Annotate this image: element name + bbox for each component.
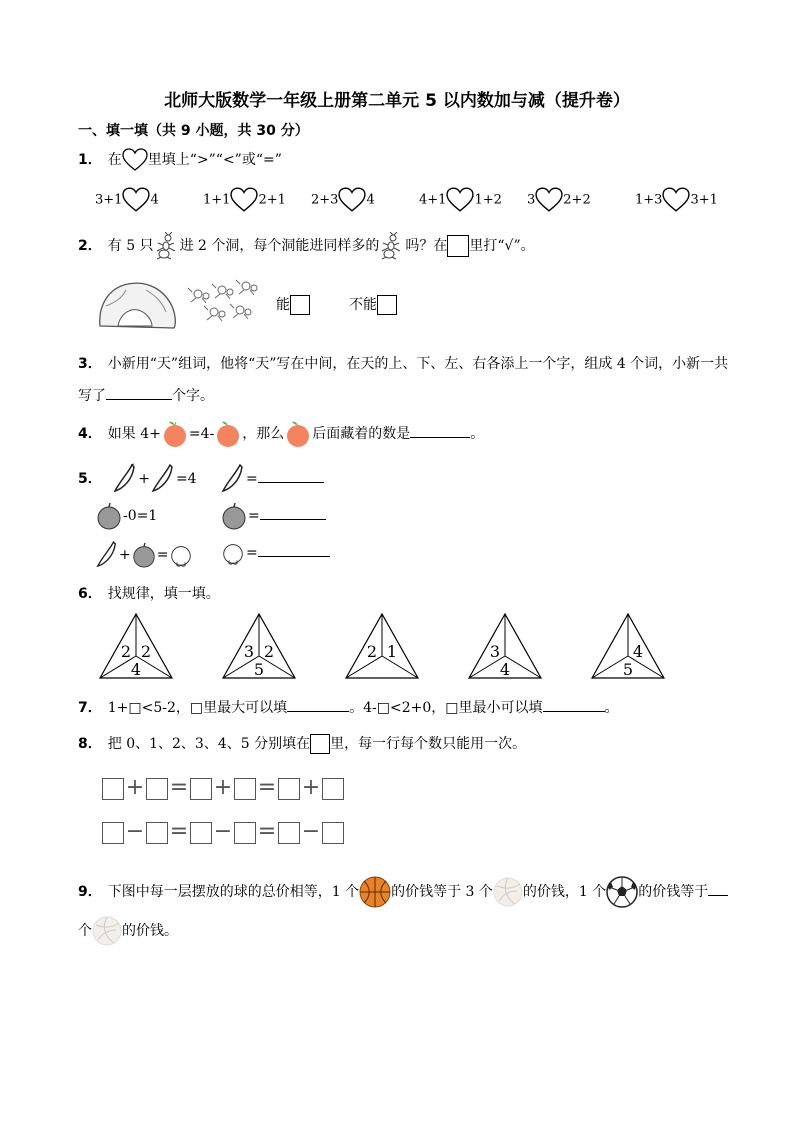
compare-left: 4+1 xyxy=(419,192,447,208)
question-4 xyxy=(78,420,484,448)
heart-answer-icon[interactable] xyxy=(230,193,258,208)
triangle-divider xyxy=(505,656,541,678)
triangle-bottom-number: 4 xyxy=(499,660,511,679)
question-5-row2 xyxy=(95,502,157,530)
question-text: 。4-□<2+0，□里最小可以填 xyxy=(349,700,543,716)
triangle-left-number: 3 xyxy=(243,642,255,661)
question-2 xyxy=(78,232,535,260)
peach-icon xyxy=(214,420,242,448)
operator-sign: = xyxy=(257,775,277,800)
banana-icon xyxy=(150,463,176,495)
apple-icon xyxy=(220,502,248,530)
question-text: 小新用“天”组词，他将“天”写在中间，在天的上、下、左、右各添上一个字，组成 4 个词，小新一共 xyxy=(107,356,729,372)
answer-blank[interactable] xyxy=(258,468,324,483)
triangle-right-number: 2 xyxy=(140,642,152,661)
number-box[interactable] xyxy=(278,822,300,844)
number-box[interactable] xyxy=(146,778,168,800)
question-text: = xyxy=(246,471,258,487)
question-text: 个字。 xyxy=(172,388,214,404)
triangle-bottom-number: 5 xyxy=(253,660,265,679)
heart-answer-icon[interactable] xyxy=(122,193,150,208)
compare-left: 3 xyxy=(527,192,536,208)
answer-blank[interactable] xyxy=(543,697,605,712)
question-number: 7． xyxy=(78,700,102,716)
operator-sign: − xyxy=(125,819,145,844)
option-yes-box[interactable] xyxy=(290,295,310,315)
compare-right: 2+2 xyxy=(563,192,591,208)
option-no-label: 不能 xyxy=(349,297,377,313)
compare-right: 2+1 xyxy=(258,192,286,208)
question-text: 的价钱等于 xyxy=(638,884,709,900)
option-no-box[interactable] xyxy=(377,295,397,315)
answer-blank[interactable] xyxy=(258,542,330,557)
question-text: 有 5 只 xyxy=(107,238,154,254)
ant-icon xyxy=(154,232,180,260)
question-6 xyxy=(78,583,220,603)
answer-blank[interactable] xyxy=(106,385,172,400)
number-triangle xyxy=(100,614,172,679)
question-9-line2 xyxy=(78,916,178,946)
operator-sign: − xyxy=(301,819,321,844)
question-text: 个 xyxy=(78,923,92,939)
question-text: = xyxy=(156,547,169,563)
question-text: = xyxy=(248,508,260,524)
question-text: 下图中每一层摆放的球的总价相等，1 个 xyxy=(107,884,360,900)
operator-sign: + xyxy=(125,775,145,800)
question-text: =4 xyxy=(175,471,197,487)
heart-answer-icon[interactable] xyxy=(446,193,474,208)
question-text: -0=1 xyxy=(123,508,158,524)
question-text: 后面藏着的数是 xyxy=(312,426,411,442)
soccer-ball-icon xyxy=(606,876,638,908)
operator-sign: = xyxy=(169,775,189,800)
triangle-pattern xyxy=(90,612,690,682)
triangle-bottom-number: 5 xyxy=(622,660,634,679)
question-text: 1+□<5-2，□里最大可以填 xyxy=(107,700,288,716)
compare-item xyxy=(419,186,502,214)
question-3 xyxy=(78,353,728,373)
question-text: 写了 xyxy=(78,388,106,404)
apple-icon xyxy=(131,542,157,568)
number-box[interactable] xyxy=(146,822,168,844)
question-text: ，那么 xyxy=(242,426,285,442)
question-number: 9． xyxy=(78,884,102,900)
triangle-right-number: 2 xyxy=(263,642,275,661)
answer-blank[interactable] xyxy=(287,697,349,712)
volleyball-icon xyxy=(92,916,122,946)
number-box[interactable] xyxy=(278,778,300,800)
question-number: 6． xyxy=(78,586,102,602)
question-5-answer3 xyxy=(220,540,330,566)
question-1 xyxy=(78,148,282,172)
triangle-bottom-number: 4 xyxy=(130,660,142,679)
compare-item xyxy=(311,186,375,214)
option-no xyxy=(349,294,397,315)
compare-item xyxy=(635,186,718,214)
question-text: 的价钱。 xyxy=(122,923,178,939)
question-number: 2． xyxy=(78,238,102,254)
operator-sign: − xyxy=(213,819,233,844)
triangle-right-number: 1 xyxy=(386,642,398,661)
question-number: 5． xyxy=(78,471,102,487)
option-yes-label: 能 xyxy=(276,297,290,313)
number-box[interactable] xyxy=(190,822,212,844)
banana-icon xyxy=(220,463,246,495)
peach-icon xyxy=(161,420,189,448)
cave-and-ants-illustration xyxy=(96,276,276,332)
number-box[interactable] xyxy=(234,778,256,800)
question-number: 4． xyxy=(78,426,102,442)
page-title: 北师大版数学一年级上册第二单元 5 以内数加与减（提升卷） xyxy=(164,91,630,111)
compare-right: 3+1 xyxy=(690,192,718,208)
question-7 xyxy=(78,697,619,717)
volleyball-icon xyxy=(493,877,523,907)
compare-right: 1+2 xyxy=(474,192,502,208)
question-text: 里打“√”。 xyxy=(469,238,535,254)
heart-answer-icon[interactable] xyxy=(338,193,366,208)
question-5-answer1 xyxy=(220,463,324,495)
compare-right: 4 xyxy=(366,192,375,208)
number-box[interactable] xyxy=(102,778,124,800)
operator-sign: = xyxy=(169,819,189,844)
question-text: 把 0、1、2、3、4、5 分别填在 xyxy=(107,736,311,752)
basketball-icon xyxy=(359,876,391,908)
question-5-answer2 xyxy=(220,502,326,530)
question-number: 8． xyxy=(78,736,102,752)
question-text: 的价钱等于 3 个 xyxy=(391,884,493,900)
number-box[interactable] xyxy=(322,778,344,800)
question-text: 里，每一行每个数只能用一次。 xyxy=(330,736,527,752)
number-box[interactable] xyxy=(102,822,124,844)
compare-left: 2+3 xyxy=(311,192,339,208)
compare-item xyxy=(203,186,286,214)
banana-icon xyxy=(95,540,119,570)
compare-left: 1+3 xyxy=(635,192,663,208)
question-text: + xyxy=(138,471,150,487)
triangle-right-number: 4 xyxy=(632,642,644,661)
compare-item xyxy=(527,186,591,214)
triangle-left-number: 2 xyxy=(366,642,378,661)
answer-box[interactable] xyxy=(447,235,469,257)
answer-blank[interactable] xyxy=(708,881,728,896)
number-box[interactable] xyxy=(190,778,212,800)
question-number: 3． xyxy=(78,356,102,372)
apple-icon xyxy=(95,502,123,530)
peach-outline-icon xyxy=(220,540,246,566)
answer-blank[interactable] xyxy=(410,423,470,438)
question-text: 如果 4+ xyxy=(107,426,161,442)
heart-answer-icon[interactable] xyxy=(535,193,563,208)
question-text: 吗？在 xyxy=(405,238,448,254)
number-box[interactable] xyxy=(322,822,344,844)
compare-right: 4 xyxy=(150,192,159,208)
banana-icon xyxy=(112,463,138,495)
number-triangle xyxy=(592,614,664,679)
ant-icon xyxy=(379,232,405,260)
question-text: 在 xyxy=(107,152,122,168)
question-9 xyxy=(78,876,728,908)
question-3-line2 xyxy=(78,385,214,405)
empty-box-icon xyxy=(310,734,330,754)
compare-left: 1+1 xyxy=(203,192,231,208)
question-5-row3 xyxy=(95,540,194,570)
triangle-left-number: 2 xyxy=(120,642,132,661)
question-text: + xyxy=(119,547,131,563)
question-5-row1 xyxy=(78,463,197,495)
option-yes xyxy=(276,294,310,315)
answer-blank[interactable] xyxy=(260,505,326,520)
peach-outline-icon xyxy=(168,542,194,568)
compare-items xyxy=(95,186,735,216)
operator-sign: = xyxy=(257,819,277,844)
question-8 xyxy=(78,733,526,754)
operator-sign: + xyxy=(301,775,321,800)
question-text: = xyxy=(246,545,258,561)
question-text: =4- xyxy=(188,426,215,442)
number-box[interactable] xyxy=(234,822,256,844)
heart-answer-icon[interactable] xyxy=(662,193,690,208)
number-triangle xyxy=(469,614,541,679)
number-triangle xyxy=(223,614,295,679)
section-heading: 一、填一填（共 9 小题，共 30 分） xyxy=(78,123,309,139)
triangle-left-number: 3 xyxy=(489,642,501,661)
number-triangle xyxy=(346,614,418,678)
compare-left: 3+1 xyxy=(95,192,123,208)
question-text: 进 2 个洞，每个洞能进同样多的 xyxy=(179,238,380,254)
question-number: 1． xyxy=(78,152,102,168)
peach-icon xyxy=(284,420,312,448)
question-text: 找规律，填一填。 xyxy=(107,586,220,602)
question-text: 。 xyxy=(470,426,485,442)
question-text: 。 xyxy=(604,700,619,716)
heart-icon xyxy=(122,148,148,172)
question-text: 的价钱，1 个 xyxy=(522,884,607,900)
question-text: 里填上“>”“<”或“=” xyxy=(147,152,282,168)
operator-sign: + xyxy=(213,775,233,800)
compare-item xyxy=(95,186,159,214)
